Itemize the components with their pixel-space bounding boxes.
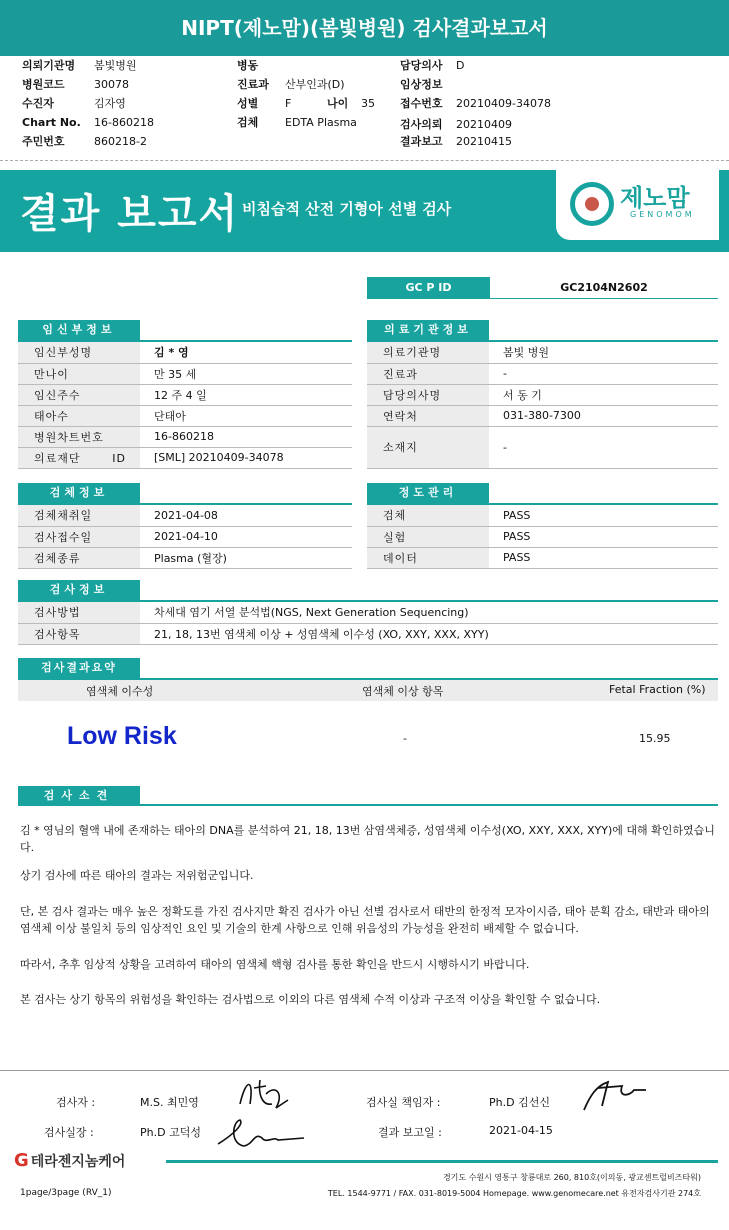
section-summary-title: 검사결과요약 xyxy=(18,658,140,678)
table-row: 검체종류 Plasma (혈장) xyxy=(18,547,352,568)
page-number: 1page/3page (RV_1) xyxy=(20,1188,112,1198)
signature-tester-icon xyxy=(232,1074,292,1118)
lab-head-name: Ph.D 김선신 xyxy=(489,1096,550,1109)
table-row: 병원차트번호 16-860218 xyxy=(18,426,352,447)
header-row: 의뢰기관명 봄빛병원 xyxy=(22,59,137,72)
footer-contact: TEL. 1544-9771 / FAX. 031-8019-5004 Homepage. www.genomecare.net 유전자검사기관 274호 xyxy=(327,1189,701,1198)
section-institution-title: 의료기관정보 xyxy=(367,320,489,340)
section-line xyxy=(18,804,718,806)
opinion-paragraph: 김 * 영님의 혈액 내에 존재하는 태아의 DNA를 분석하여 21, 18, 13번 삼염색체증, 성염색체 이수성(XO, XXY, XXX, XYY)에 대해 확인하였습니다. xyxy=(20,824,715,854)
table-row: 실험 PASS xyxy=(367,526,718,547)
header-row: 임상정보 xyxy=(400,78,443,91)
section-qc-title: 정도관리 xyxy=(367,483,489,503)
section-pregnant-title: 임신부정보 xyxy=(18,320,140,340)
fetal-fraction-value: 15.95 xyxy=(639,732,671,745)
section-test-title: 검사정보 xyxy=(18,580,140,600)
table-row: 검사접수일 2021-04-10 xyxy=(18,526,352,547)
lab-head-label: 검사실 책임자 : xyxy=(366,1096,441,1109)
report-title: NIPT(제노맘)(봄빛병원) 검사결과보고서 xyxy=(0,0,729,56)
header-row: 병원코드 30078 xyxy=(22,78,129,91)
pregnant-table xyxy=(18,342,352,469)
specimen-table xyxy=(18,505,352,569)
header-row: 검사의뢰 20210409 xyxy=(400,118,512,131)
header-row: 접수번호 20210409-34078 xyxy=(400,97,551,110)
tester-label: 검사자 : xyxy=(56,1096,96,1109)
test-table xyxy=(18,602,718,645)
header-row: 담당의사 D xyxy=(400,59,465,72)
header-row: 결과보고 20210415 xyxy=(400,135,512,148)
divider xyxy=(0,1070,729,1071)
table-row: 검사항목 21, 18, 13번 염색체 이상 + 성염색체 이수성 (XO, XXY, XXX, XYY) xyxy=(18,623,718,644)
genomom-logo: 제노맘 GENOMOM xyxy=(556,170,719,240)
qc-table xyxy=(367,505,718,569)
table-row: 의료기관명 봄빛 병원 xyxy=(367,342,718,363)
opinion-paragraph: 따라서, 추후 임상적 상황을 고려하여 태아의 염색체 핵형 검사를 통한 확인을 반드시 시행하시기 바랍니다. xyxy=(20,958,530,971)
table-row: 연락처 031-380-7300 xyxy=(367,405,718,426)
header-row: 성별 F 나이 35 xyxy=(237,97,375,110)
table-row: 임신주수 12 주 4 일 xyxy=(18,384,352,405)
lab-chief-name: Ph.D 고덕성 xyxy=(140,1126,201,1139)
result-banner xyxy=(0,170,729,252)
section-opinion-title: 검사소견 xyxy=(18,786,140,806)
header-row: 병동 xyxy=(237,59,259,72)
risk-result: Low Risk xyxy=(67,722,177,750)
institution-table xyxy=(367,342,718,469)
table-row: 태아수 단태아 xyxy=(18,405,352,426)
signature-chief-icon xyxy=(214,1114,310,1154)
banner-title: 결과 보고서 xyxy=(20,191,240,237)
table-row: 만나이 만 35 세 xyxy=(18,363,352,384)
banner-subtitle: 비침습적 산전 기형아 선별 검사 xyxy=(242,200,452,218)
lab-chief-label: 검사실장 : xyxy=(44,1126,94,1139)
logo-mark-icon xyxy=(570,182,614,226)
table-row: 검체채취일 2021-04-08 xyxy=(18,505,352,526)
table-row: 의료재단 ID [SML] 20210409-34078 xyxy=(18,447,352,468)
header-row: Chart No. 16-860218 xyxy=(22,116,154,129)
table-row: 검사방법 차세대 염기 서열 분석법(NGS, Next Generation Sequencing) xyxy=(18,602,718,623)
divider xyxy=(0,160,729,161)
opinion-paragraph: 상기 검사에 따른 태아의 결과는 저위험군입니다. xyxy=(20,869,254,882)
table-row: 진료과 - xyxy=(367,363,718,384)
brand-logo: G 테라젠지놈케어 xyxy=(14,1150,126,1171)
signature-lab-head-icon xyxy=(578,1076,650,1116)
abnormal-item-value: - xyxy=(403,732,407,745)
table-row: 소재지 - xyxy=(367,426,718,468)
report-date-label: 결과 보고일 : xyxy=(378,1126,442,1139)
tester-name: M.S. 최민영 xyxy=(140,1096,199,1109)
opinion-paragraph: 본 검사는 상기 항목의 위험성을 확인하는 검사법으로 이외의 다른 염색체 수적 이상과 구조적 이상을 확인할 수 없습니다. xyxy=(20,993,601,1006)
footer-line xyxy=(166,1160,718,1163)
gcp-id-label: GC P ID xyxy=(367,277,490,299)
header-row: 수진자 김자영 xyxy=(22,97,126,110)
header-row: 주민번호 860218-2 xyxy=(22,135,147,148)
report-date-value: 2021-04-15 xyxy=(489,1124,553,1137)
summary-header: 염색체 이수성 염색체 이상 항목 Fetal Fraction (%) xyxy=(18,680,718,701)
footer-address: 경기도 수원시 영통구 창룡대로 260, 810호(이의동, 광교센트럴비즈타워) xyxy=(442,1173,701,1182)
gcp-id-value: GC2104N2602 xyxy=(490,277,718,299)
header-row: 진료과 산부인과(D) xyxy=(237,78,345,91)
section-specimen-title: 검체정보 xyxy=(18,483,140,503)
opinion-paragraph: 단, 본 검사 결과는 매우 높은 정확도를 가진 검사지만 확진 검사가 아닌 선별 검사로서 태반의 한정적 모자이시즘, 태아 분획 감소, 태반과 태아의 염색체 이상 불일치 등의 임상적인 요인 및 기술의 한계 사항으로 인해 위음성의 가능성을 완전히 배제할 수 없습니다. xyxy=(20,905,710,935)
brand-g-icon: G xyxy=(14,1150,29,1171)
table-row: 임신부성명 김 * 영 xyxy=(18,342,352,363)
table-row: 담당의사명 서 동 기 xyxy=(367,384,718,405)
header-row: 검체 EDTA Plasma xyxy=(237,116,357,129)
table-row: 검체 PASS xyxy=(367,505,718,526)
table-row: 데이터 PASS xyxy=(367,547,718,568)
